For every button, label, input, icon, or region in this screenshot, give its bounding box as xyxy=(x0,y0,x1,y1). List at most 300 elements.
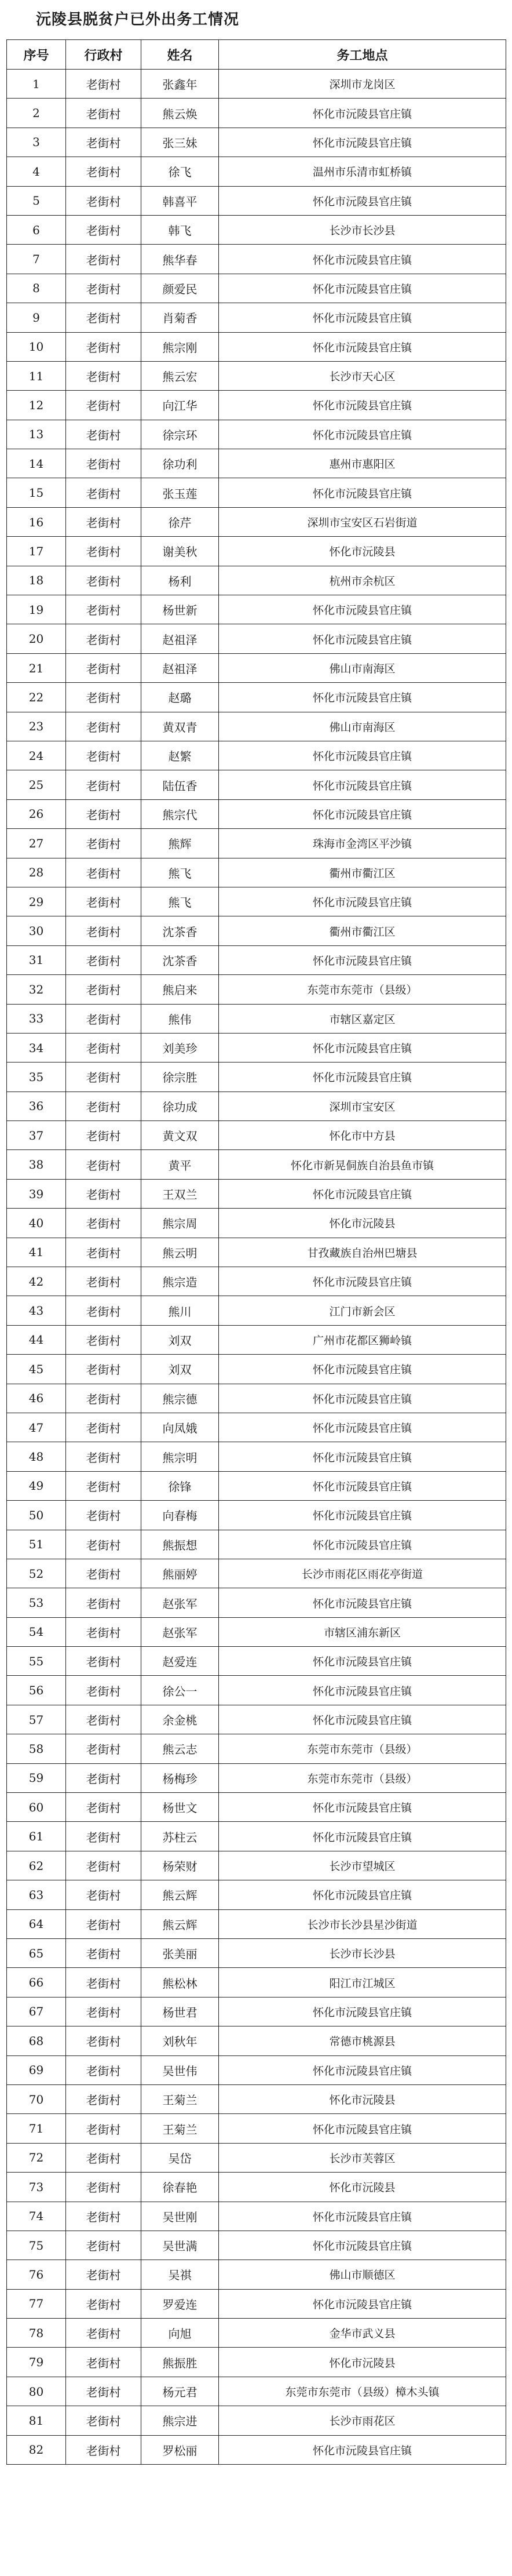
cell-name: 熊丽婷 xyxy=(141,1559,219,1588)
cell-name: 杨利 xyxy=(141,566,219,595)
cell-workplace: 佛山市南海区 xyxy=(219,653,506,682)
cell-index: 20 xyxy=(7,624,66,653)
table-row xyxy=(7,1909,506,1938)
table-row xyxy=(7,1091,506,1120)
cell-workplace: 怀化市沅陵县官庄镇 xyxy=(219,186,506,215)
cell-workplace: 金华市武义县 xyxy=(219,2319,506,2348)
cell-index: 34 xyxy=(7,1033,66,1062)
cell-workplace: 怀化市沅陵县官庄镇 xyxy=(219,1501,506,1530)
cell-village: 老街村 xyxy=(66,1588,141,1617)
cell-index: 82 xyxy=(7,2435,66,2464)
table-header-row xyxy=(7,40,506,70)
table-row xyxy=(7,712,506,741)
cell-name: 苏柱云 xyxy=(141,1822,219,1851)
cell-index: 10 xyxy=(7,332,66,361)
cell-name: 熊云辉 xyxy=(141,1909,219,1938)
table-row xyxy=(7,1968,506,1997)
cell-village: 老街村 xyxy=(66,887,141,916)
cell-workplace: 衢州市衢江区 xyxy=(219,858,506,887)
cell-workplace: 怀化市沅陵县官庄镇 xyxy=(219,99,506,128)
cell-name: 吴世伟 xyxy=(141,2055,219,2084)
cell-village: 老街村 xyxy=(66,157,141,186)
cell-workplace: 阳江市江城区 xyxy=(219,1968,506,1997)
cell-village: 老街村 xyxy=(66,1238,141,1267)
cell-name: 赵繁 xyxy=(141,741,219,770)
cell-village: 老街村 xyxy=(66,1267,141,1296)
table-row xyxy=(7,391,506,420)
cell-index: 49 xyxy=(7,1471,66,1500)
cell-index: 73 xyxy=(7,2173,66,2202)
cell-index: 18 xyxy=(7,566,66,595)
cell-index: 74 xyxy=(7,2202,66,2231)
cell-name: 余金桃 xyxy=(141,1705,219,1734)
cell-workplace: 怀化市沅陵县官庄镇 xyxy=(219,887,506,916)
cell-name: 熊宗代 xyxy=(141,799,219,828)
cell-workplace: 深圳市宝安区 xyxy=(219,1091,506,1120)
cell-village: 老街村 xyxy=(66,2377,141,2406)
cell-workplace: 怀化市沅陵县 xyxy=(219,2084,506,2113)
cell-index: 26 xyxy=(7,799,66,828)
table-row xyxy=(7,2260,506,2289)
table-row xyxy=(7,2406,506,2435)
cell-workplace: 常德市桃源县 xyxy=(219,2026,506,2055)
cell-village: 老街村 xyxy=(66,1647,141,1676)
cell-village: 老街村 xyxy=(66,1909,141,1938)
cell-index: 32 xyxy=(7,975,66,1004)
cell-village: 老街村 xyxy=(66,1763,141,1792)
cell-village: 老街村 xyxy=(66,1851,141,1880)
cell-workplace: 怀化市沅陵县官庄镇 xyxy=(219,1793,506,1822)
header-workplace: 务工地点 xyxy=(219,40,506,70)
cell-index: 54 xyxy=(7,1617,66,1646)
header-index: 序号 xyxy=(7,40,66,70)
cell-name: 徐芹 xyxy=(141,507,219,536)
cell-village: 老街村 xyxy=(66,1939,141,1968)
cell-workplace: 衢州市衢江区 xyxy=(219,916,506,945)
cell-village: 老街村 xyxy=(66,2055,141,2084)
cell-village: 老街村 xyxy=(66,741,141,770)
table-row xyxy=(7,245,506,274)
cell-index: 1 xyxy=(7,70,66,99)
cell-name: 赵张军 xyxy=(141,1617,219,1646)
cell-village: 老街村 xyxy=(66,829,141,858)
cell-name: 张鑫年 xyxy=(141,70,219,99)
cell-name: 张三妹 xyxy=(141,128,219,157)
cell-workplace: 怀化市沅陵县官庄镇 xyxy=(219,1705,506,1734)
cell-name: 向凤娥 xyxy=(141,1413,219,1442)
cell-name: 杨世新 xyxy=(141,595,219,624)
cell-workplace: 长沙市天心区 xyxy=(219,361,506,390)
cell-name: 熊启来 xyxy=(141,975,219,1004)
cell-workplace: 长沙市芙蓉区 xyxy=(219,2143,506,2172)
cell-workplace: 东莞市东莞市（县级） xyxy=(219,1763,506,1792)
cell-workplace: 长沙市长沙县 xyxy=(219,1939,506,1968)
cell-name: 黄文双 xyxy=(141,1121,219,1150)
cell-village: 老街村 xyxy=(66,245,141,274)
cell-workplace: 怀化市沅陵县官庄镇 xyxy=(219,1384,506,1413)
cell-workplace: 长沙市长沙县 xyxy=(219,215,506,244)
cell-name: 杨世君 xyxy=(141,1997,219,2026)
cell-name: 颜爱民 xyxy=(141,274,219,303)
cell-workplace: 东莞市东莞市（县级） xyxy=(219,975,506,1004)
cell-index: 48 xyxy=(7,1442,66,1471)
cell-village: 老街村 xyxy=(66,2084,141,2113)
cell-index: 40 xyxy=(7,1209,66,1238)
cell-name: 刘秋年 xyxy=(141,2026,219,2055)
table-row xyxy=(7,829,506,858)
cell-name: 罗松丽 xyxy=(141,2435,219,2464)
cell-index: 45 xyxy=(7,1355,66,1384)
cell-name: 熊云志 xyxy=(141,1734,219,1763)
cell-village: 老街村 xyxy=(66,2348,141,2377)
table-row xyxy=(7,1734,506,1763)
table-row xyxy=(7,2114,506,2143)
cell-name: 熊飞 xyxy=(141,887,219,916)
table-row xyxy=(7,945,506,974)
cell-village: 老街村 xyxy=(66,1091,141,1120)
table-row xyxy=(7,1939,506,1968)
cell-index: 59 xyxy=(7,1763,66,1792)
cell-workplace: 怀化市沅陵县官庄镇 xyxy=(219,1471,506,1500)
table-row xyxy=(7,2173,506,2202)
cell-index: 61 xyxy=(7,1822,66,1851)
cell-workplace: 怀化市沅陵县官庄镇 xyxy=(219,1676,506,1705)
cell-index: 67 xyxy=(7,1997,66,2026)
cell-name: 熊云宏 xyxy=(141,361,219,390)
cell-village: 老街村 xyxy=(66,332,141,361)
cell-name: 黄双青 xyxy=(141,712,219,741)
table-row xyxy=(7,1822,506,1851)
cell-workplace: 长沙市望城区 xyxy=(219,1851,506,1880)
cell-name: 韩飞 xyxy=(141,215,219,244)
table-row xyxy=(7,1150,506,1179)
cell-name: 赵璐 xyxy=(141,683,219,712)
cell-index: 21 xyxy=(7,653,66,682)
cell-index: 17 xyxy=(7,537,66,566)
table-row xyxy=(7,1763,506,1792)
cell-workplace: 怀化市沅陵县官庄镇 xyxy=(219,945,506,974)
cell-name: 熊云辉 xyxy=(141,1880,219,1909)
cell-name: 杨荣财 xyxy=(141,1851,219,1880)
cell-village: 老街村 xyxy=(66,566,141,595)
cell-village: 老街村 xyxy=(66,303,141,332)
table-row xyxy=(7,361,506,390)
cell-index: 81 xyxy=(7,2406,66,2435)
cell-index: 30 xyxy=(7,916,66,945)
cell-workplace: 怀化市沅陵县官庄镇 xyxy=(219,1530,506,1559)
cell-index: 25 xyxy=(7,770,66,799)
cell-index: 12 xyxy=(7,391,66,420)
cell-workplace: 怀化市沅陵县官庄镇 xyxy=(219,391,506,420)
cell-index: 33 xyxy=(7,1004,66,1033)
cell-village: 老街村 xyxy=(66,1676,141,1705)
cell-workplace: 怀化市沅陵县 xyxy=(219,537,506,566)
table-row xyxy=(7,683,506,712)
cell-workplace: 惠州市惠阳区 xyxy=(219,449,506,478)
table-row xyxy=(7,449,506,478)
table-row xyxy=(7,2026,506,2055)
cell-village: 老街村 xyxy=(66,2319,141,2348)
table-row xyxy=(7,215,506,244)
cell-name: 赵爱连 xyxy=(141,1647,219,1676)
cell-workplace: 怀化市沅陵县官庄镇 xyxy=(219,1355,506,1384)
table-row xyxy=(7,1530,506,1559)
table-row xyxy=(7,1793,506,1822)
cell-name: 熊宗进 xyxy=(141,2406,219,2435)
cell-village: 老街村 xyxy=(66,1617,141,1646)
cell-workplace: 甘孜藏族自治州巴塘县 xyxy=(219,1238,506,1267)
cell-name: 熊飞 xyxy=(141,858,219,887)
cell-index: 11 xyxy=(7,361,66,390)
cell-name: 罗爱连 xyxy=(141,2289,219,2318)
cell-name: 吴世满 xyxy=(141,2231,219,2260)
cell-index: 5 xyxy=(7,186,66,215)
cell-village: 老街村 xyxy=(66,1296,141,1325)
cell-index: 8 xyxy=(7,274,66,303)
cell-workplace: 温州市乐清市虹桥镇 xyxy=(219,157,506,186)
cell-village: 老街村 xyxy=(66,128,141,157)
cell-index: 46 xyxy=(7,1384,66,1413)
cell-village: 老街村 xyxy=(66,858,141,887)
cell-village: 老街村 xyxy=(66,624,141,653)
table-row xyxy=(7,653,506,682)
cell-village: 老街村 xyxy=(66,391,141,420)
cell-name: 熊华春 xyxy=(141,245,219,274)
cell-workplace: 市辖区嘉定区 xyxy=(219,1004,506,1033)
cell-name: 吴岱 xyxy=(141,2143,219,2172)
cell-village: 老街村 xyxy=(66,2289,141,2318)
cell-index: 77 xyxy=(7,2289,66,2318)
cell-index: 56 xyxy=(7,1676,66,1705)
cell-index: 37 xyxy=(7,1121,66,1150)
cell-village: 老街村 xyxy=(66,1968,141,1997)
table-row xyxy=(7,1296,506,1325)
cell-index: 68 xyxy=(7,2026,66,2055)
cell-index: 78 xyxy=(7,2319,66,2348)
cell-name: 熊振胜 xyxy=(141,2348,219,2377)
table-row xyxy=(7,858,506,887)
table-row xyxy=(7,2055,506,2084)
cell-name: 熊宗德 xyxy=(141,1384,219,1413)
cell-index: 31 xyxy=(7,945,66,974)
cell-index: 58 xyxy=(7,1734,66,1763)
cell-workplace: 怀化市中方县 xyxy=(219,1121,506,1150)
cell-village: 老街村 xyxy=(66,2435,141,2464)
cell-village: 老街村 xyxy=(66,1559,141,1588)
cell-village: 老街村 xyxy=(66,1734,141,1763)
cell-index: 3 xyxy=(7,128,66,157)
cell-name: 赵张军 xyxy=(141,1588,219,1617)
cell-name: 刘双 xyxy=(141,1325,219,1354)
cell-workplace: 江门市新会区 xyxy=(219,1296,506,1325)
table-row xyxy=(7,1004,506,1033)
cell-index: 64 xyxy=(7,1909,66,1938)
cell-index: 36 xyxy=(7,1091,66,1120)
cell-name: 熊辉 xyxy=(141,829,219,858)
table-row xyxy=(7,1121,506,1150)
table-row xyxy=(7,1267,506,1296)
cell-name: 刘美珍 xyxy=(141,1033,219,1062)
cell-index: 76 xyxy=(7,2260,66,2289)
cell-index: 38 xyxy=(7,1150,66,1179)
cell-village: 老街村 xyxy=(66,1413,141,1442)
cell-village: 老街村 xyxy=(66,2143,141,2172)
cell-index: 44 xyxy=(7,1325,66,1354)
cell-village: 老街村 xyxy=(66,1705,141,1734)
cell-name: 张美丽 xyxy=(141,1939,219,1968)
table-row xyxy=(7,2084,506,2113)
cell-village: 老街村 xyxy=(66,1442,141,1471)
cell-index: 80 xyxy=(7,2377,66,2406)
cell-village: 老街村 xyxy=(66,2231,141,2260)
cell-name: 韩喜平 xyxy=(141,186,219,215)
cell-index: 13 xyxy=(7,420,66,449)
cell-index: 63 xyxy=(7,1880,66,1909)
cell-name: 熊云焕 xyxy=(141,99,219,128)
cell-workplace: 怀化市沅陵县官庄镇 xyxy=(219,770,506,799)
cell-index: 79 xyxy=(7,2348,66,2377)
cell-name: 向江华 xyxy=(141,391,219,420)
table-body xyxy=(7,70,506,2465)
cell-workplace: 怀化市沅陵县官庄镇 xyxy=(219,624,506,653)
cell-index: 70 xyxy=(7,2084,66,2113)
cell-name: 黄平 xyxy=(141,1150,219,1179)
cell-workplace: 怀化市沅陵县官庄镇 xyxy=(219,2231,506,2260)
cell-village: 老街村 xyxy=(66,1530,141,1559)
worker-table xyxy=(6,39,506,2465)
cell-workplace: 怀化市沅陵县官庄镇 xyxy=(219,1442,506,1471)
cell-name: 吴祺 xyxy=(141,2260,219,2289)
table-row xyxy=(7,1588,506,1617)
cell-index: 57 xyxy=(7,1705,66,1734)
table-row xyxy=(7,507,506,536)
cell-workplace: 长沙市雨花区 xyxy=(219,2406,506,2435)
cell-name: 吴世刚 xyxy=(141,2202,219,2231)
table-row xyxy=(7,1238,506,1267)
cell-name: 向旭 xyxy=(141,2319,219,2348)
table-row xyxy=(7,1033,506,1062)
cell-workplace: 长沙市长沙县星沙街道 xyxy=(219,1909,506,1938)
cell-name: 王双兰 xyxy=(141,1179,219,1208)
table-row xyxy=(7,274,506,303)
cell-name: 赵祖泽 xyxy=(141,624,219,653)
table-row xyxy=(7,1705,506,1734)
cell-workplace: 深圳市宝安区石岩街道 xyxy=(219,507,506,536)
cell-index: 27 xyxy=(7,829,66,858)
cell-village: 老街村 xyxy=(66,361,141,390)
cell-index: 39 xyxy=(7,1179,66,1208)
cell-village: 老街村 xyxy=(66,420,141,449)
cell-index: 29 xyxy=(7,887,66,916)
cell-index: 71 xyxy=(7,2114,66,2143)
cell-village: 老街村 xyxy=(66,712,141,741)
table-row xyxy=(7,1851,506,1880)
table-row xyxy=(7,420,506,449)
cell-village: 老街村 xyxy=(66,186,141,215)
table-row xyxy=(7,887,506,916)
table-row xyxy=(7,2202,506,2231)
cell-workplace: 怀化市沅陵县 xyxy=(219,2173,506,2202)
cell-workplace: 怀化市沅陵县官庄镇 xyxy=(219,2289,506,2318)
cell-name: 徐功利 xyxy=(141,449,219,478)
cell-workplace: 怀化市沅陵县官庄镇 xyxy=(219,1822,506,1851)
cell-workplace: 怀化市沅陵县官庄镇 xyxy=(219,2114,506,2143)
table-row xyxy=(7,1413,506,1442)
cell-village: 老街村 xyxy=(66,799,141,828)
cell-name: 熊宗造 xyxy=(141,1267,219,1296)
cell-workplace: 怀化市沅陵县官庄镇 xyxy=(219,274,506,303)
table-row xyxy=(7,1617,506,1646)
cell-index: 72 xyxy=(7,2143,66,2172)
table-row xyxy=(7,1880,506,1909)
cell-village: 老街村 xyxy=(66,683,141,712)
cell-village: 老街村 xyxy=(66,975,141,1004)
table-row xyxy=(7,770,506,799)
table-row xyxy=(7,1501,506,1530)
table-row xyxy=(7,1559,506,1588)
table-row xyxy=(7,916,506,945)
cell-name: 杨梅珍 xyxy=(141,1763,219,1792)
table-row xyxy=(7,303,506,332)
cell-index: 2 xyxy=(7,99,66,128)
cell-index: 35 xyxy=(7,1063,66,1091)
cell-village: 老街村 xyxy=(66,1501,141,1530)
cell-index: 53 xyxy=(7,1588,66,1617)
cell-village: 老街村 xyxy=(66,595,141,624)
table-row xyxy=(7,624,506,653)
cell-workplace: 怀化市沅陵县官庄镇 xyxy=(219,1647,506,1676)
cell-index: 9 xyxy=(7,303,66,332)
cell-village: 老街村 xyxy=(66,1822,141,1851)
cell-index: 4 xyxy=(7,157,66,186)
cell-workplace: 东莞市东莞市（县级）樟木头镇 xyxy=(219,2377,506,2406)
cell-workplace: 怀化市沅陵县官庄镇 xyxy=(219,595,506,624)
cell-name: 徐春艳 xyxy=(141,2173,219,2202)
table-row xyxy=(7,1442,506,1471)
cell-name: 沈茶香 xyxy=(141,916,219,945)
cell-workplace: 怀化市沅陵县官庄镇 xyxy=(219,2055,506,2084)
cell-workplace: 怀化市沅陵县官庄镇 xyxy=(219,1063,506,1091)
cell-workplace: 怀化市沅陵县官庄镇 xyxy=(219,303,506,332)
cell-village: 老街村 xyxy=(66,99,141,128)
table-row xyxy=(7,537,506,566)
cell-index: 47 xyxy=(7,1413,66,1442)
cell-workplace: 怀化市沅陵县官庄镇 xyxy=(219,1997,506,2026)
cell-index: 15 xyxy=(7,478,66,507)
cell-index: 55 xyxy=(7,1647,66,1676)
table-row xyxy=(7,1997,506,2026)
cell-index: 14 xyxy=(7,449,66,478)
cell-village: 老街村 xyxy=(66,1471,141,1500)
cell-village: 老街村 xyxy=(66,1150,141,1179)
cell-name: 熊宗刚 xyxy=(141,332,219,361)
cell-village: 老街村 xyxy=(66,770,141,799)
cell-workplace: 怀化市沅陵县官庄镇 xyxy=(219,478,506,507)
table-row xyxy=(7,2143,506,2172)
cell-village: 老街村 xyxy=(66,1997,141,2026)
cell-workplace: 佛山市南海区 xyxy=(219,712,506,741)
table-row xyxy=(7,1325,506,1354)
table-row xyxy=(7,2348,506,2377)
table-row xyxy=(7,1209,506,1238)
cell-index: 16 xyxy=(7,507,66,536)
cell-workplace: 怀化市沅陵县官庄镇 xyxy=(219,2435,506,2464)
cell-workplace: 广州市花都区狮岭镇 xyxy=(219,1325,506,1354)
cell-index: 51 xyxy=(7,1530,66,1559)
cell-workplace: 怀化市沅陵县 xyxy=(219,1209,506,1238)
cell-village: 老街村 xyxy=(66,1880,141,1909)
table-row xyxy=(7,1471,506,1500)
